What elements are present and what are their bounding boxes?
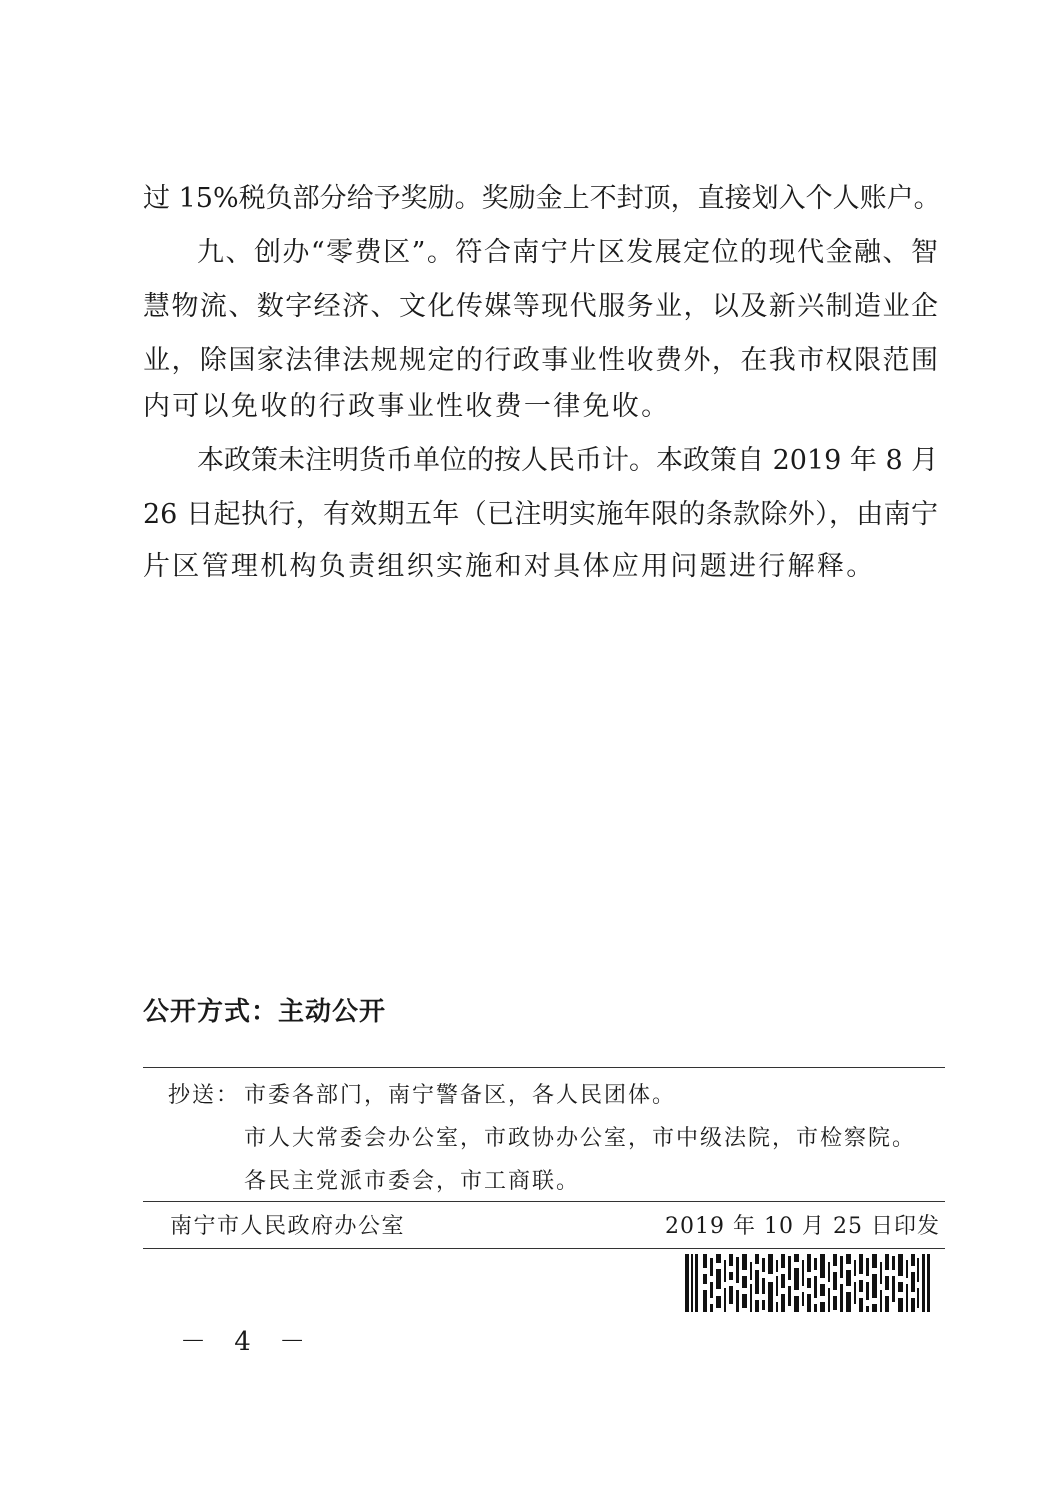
body-line-4: 业，除国家法律法规规定的行政事业性收费外，在我市权限范围 bbox=[143, 345, 938, 376]
body-line-3: 慧物流、数字经济、文化传媒等现代服务业，以及新兴制造业企 bbox=[143, 291, 938, 322]
page-number: － 4 － bbox=[180, 1327, 316, 1357]
issue-date: 2019 年 10 月 25 日印发 bbox=[665, 1214, 940, 1239]
body-line-2: 九、创办“零费区”。符合南宁片区发展定位的现代金融、智 bbox=[197, 237, 938, 268]
cc-line-3: 各民主党派市委会，市工商联。 bbox=[244, 1169, 581, 1194]
body-line-1: 过 15%税负部分给予奖励。奖励金上不封顶，直接划入个人账户。 bbox=[143, 183, 941, 214]
body-line-5: 内可以免收的行政事业性收费一律免收。 bbox=[143, 391, 671, 422]
cc-label: 抄送： bbox=[168, 1083, 241, 1108]
divider-middle bbox=[143, 1201, 945, 1202]
issuer: 南宁市人民政府办公室 bbox=[170, 1214, 406, 1239]
disclosure-method: 公开方式：主动公开 bbox=[143, 997, 387, 1027]
barcode-icon bbox=[685, 1254, 930, 1312]
cc-line-2: 市人大常委会办公室，市政协办公室，市中级法院，市检察院。 bbox=[244, 1126, 917, 1151]
body-line-6: 本政策未注明货币单位的按人民币计。本政策自 2019 年 8 月 bbox=[197, 445, 939, 476]
body-line-8: 片区管理机构负责组织实施和对具体应用问题进行解释。 bbox=[143, 551, 876, 582]
divider-top bbox=[143, 1067, 945, 1068]
body-line-7: 26 日起执行，有效期五年（已注明实施年限的条款除外），由南宁 bbox=[143, 499, 938, 530]
cc-line-1: 市委各部门，南宁警备区，各人民团体。 bbox=[244, 1083, 677, 1108]
divider-bottom bbox=[143, 1248, 945, 1249]
